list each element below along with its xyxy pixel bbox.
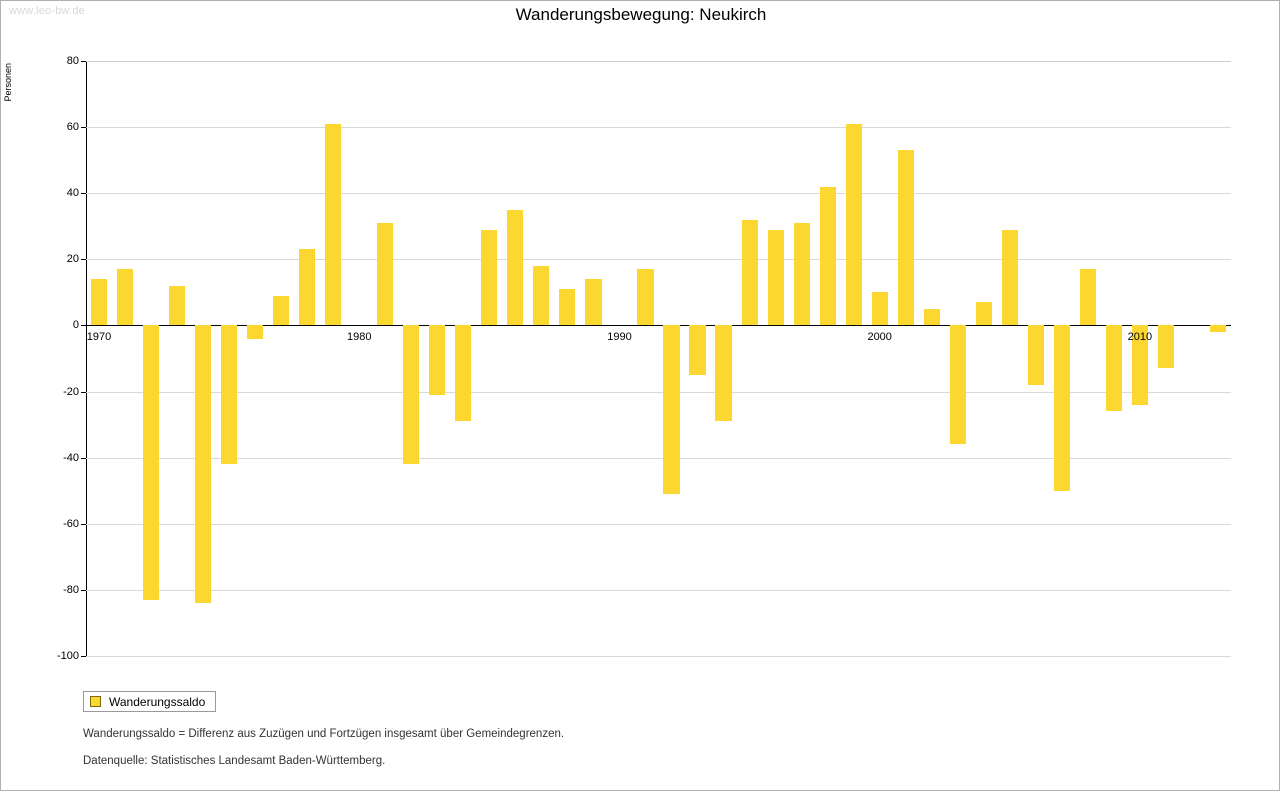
bar [924, 309, 940, 326]
gridline [86, 656, 1231, 657]
x-axis-tick-label: 1980 [346, 331, 372, 344]
gridline [86, 193, 1231, 194]
y-axis-tick-mark [81, 61, 86, 62]
y-axis-tick-label: 60 [66, 121, 79, 134]
bar [299, 249, 315, 325]
bar [169, 286, 185, 326]
bar [143, 325, 159, 599]
bar [533, 266, 549, 326]
bar [742, 220, 758, 326]
bar [768, 230, 784, 326]
y-axis-tick-label: -20 [63, 385, 79, 398]
x-axis-tick-label: 1970 [86, 331, 112, 344]
y-axis-tick-mark [81, 127, 86, 128]
y-axis-label: Personen [3, 63, 13, 102]
bar [1210, 325, 1226, 332]
y-axis-tick-mark [81, 656, 86, 657]
bar [663, 325, 679, 494]
footnote-source: Datenquelle: Statistisches Landesamt Baden-Württemberg. [83, 755, 386, 767]
y-axis-tick-mark [81, 193, 86, 194]
bar [221, 325, 237, 464]
y-axis-tick-label: 20 [66, 253, 79, 266]
bar [91, 279, 107, 325]
bar [1106, 325, 1122, 411]
bar [976, 302, 992, 325]
x-axis-tick-label: 1990 [607, 331, 632, 344]
bar [377, 223, 393, 325]
plot-area [56, 55, 1231, 662]
bar [794, 223, 810, 325]
bar [247, 325, 263, 338]
x-axis-tick-label: 2000 [867, 331, 892, 344]
bar [117, 269, 133, 325]
page-title: Wanderungsbewegung: Neukirch [515, 5, 767, 24]
bar [559, 289, 575, 325]
bar [898, 150, 914, 325]
bar [950, 325, 966, 444]
y-axis-tick-mark [81, 590, 86, 591]
y-axis-tick-mark [81, 392, 86, 393]
bar [195, 325, 211, 603]
bar [273, 296, 289, 326]
gridline [86, 259, 1231, 260]
watermark: www.leo-bw.de [9, 5, 85, 17]
gridline [86, 61, 1231, 62]
legend-label-wanderungssaldo: Wanderungssaldo [109, 694, 206, 709]
y-axis-tick-label: 40 [66, 187, 79, 200]
bar [403, 325, 419, 464]
bar [585, 279, 601, 325]
bar [1028, 325, 1044, 385]
y-axis-tick-mark [81, 325, 86, 326]
x-axis-tick-label: 2010 [1127, 331, 1153, 344]
bar [820, 187, 836, 326]
bar [1054, 325, 1070, 490]
bar [637, 269, 653, 325]
gridline [86, 524, 1231, 525]
bar [715, 325, 731, 421]
bar [325, 124, 341, 326]
bar [507, 210, 523, 326]
legend-swatch-wanderungssaldo [90, 696, 101, 707]
y-axis-tick-label: -40 [63, 451, 79, 464]
bar [429, 325, 445, 394]
y-axis-tick-mark [81, 458, 86, 459]
bar [1002, 230, 1018, 326]
bar [1080, 269, 1096, 325]
bar [481, 230, 497, 326]
gridline [86, 590, 1231, 591]
bar [846, 124, 862, 326]
y-axis-tick-label: 0 [72, 319, 79, 332]
gridline [86, 127, 1231, 128]
y-axis-tick-mark [81, 259, 86, 260]
bar [872, 292, 888, 325]
bar [1158, 325, 1174, 368]
y-axis-tick-label: -100 [56, 650, 79, 662]
bar [689, 325, 705, 375]
bar [455, 325, 471, 421]
y-axis-tick-label: -60 [63, 517, 79, 530]
y-axis-tick-mark [81, 524, 86, 525]
y-axis-tick-label: -80 [63, 583, 79, 596]
footnote-definition: Wanderungssaldo = Differenz aus Zuzügen und Fortzügen insgesamt über Gemeindegrenzen. [83, 728, 565, 740]
y-axis-tick-label: 80 [66, 55, 79, 67]
legend[interactable] [83, 691, 216, 712]
